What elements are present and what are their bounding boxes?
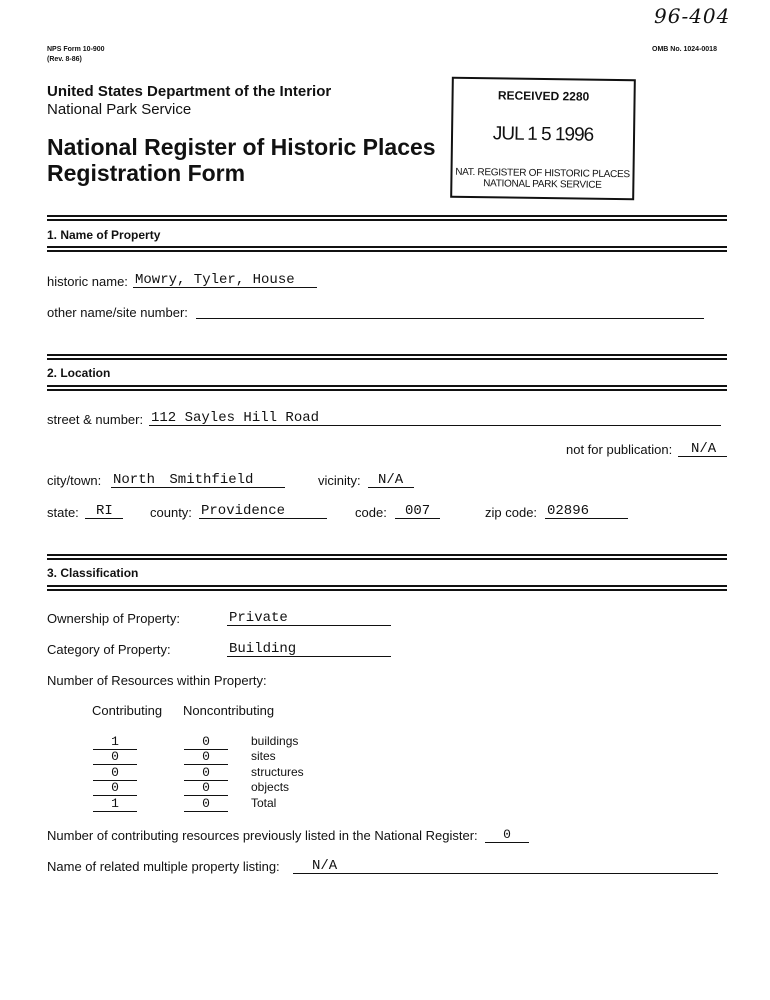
ownership-value: Private <box>229 610 288 626</box>
city-value: North Smithfield <box>113 472 254 488</box>
section-rule <box>47 354 727 360</box>
nfp-label: not for publication: <box>566 442 673 457</box>
resource-noncontributing: 0 <box>184 735 228 750</box>
section3-heading: 3. Classification <box>47 566 139 580</box>
code-value: 007 <box>405 503 431 519</box>
form-number: NPS Form 10-900 <box>47 46 105 53</box>
code-line <box>395 518 440 519</box>
page-title-line1: National Register of Historic Places <box>47 134 436 160</box>
county-value: Providence <box>201 503 286 519</box>
section-rule <box>47 246 727 252</box>
street-line <box>149 425 721 426</box>
received-stamp <box>450 77 636 201</box>
stamp-date: JUL 1 5 1996 <box>492 123 594 146</box>
state-value: RI <box>96 503 113 519</box>
handwritten-reference: 96-404 <box>654 4 731 28</box>
section-rule <box>47 215 727 221</box>
category-value: Building <box>229 641 297 657</box>
resource-type: structures <box>251 765 304 779</box>
resource-contributing: 0 <box>93 781 137 796</box>
city-label: city/town: <box>47 473 102 488</box>
multiple-listing-value: N/A <box>312 858 338 874</box>
street-value: 112 Sayles Hill Road <box>151 410 320 426</box>
vicinity-line <box>368 487 414 488</box>
other-name-line <box>196 318 704 319</box>
zip-line <box>545 518 628 519</box>
section-rule <box>47 554 727 560</box>
historic-name-value: Mowry, Tyler, House <box>135 272 295 288</box>
section2-heading: 2. Location <box>47 366 111 380</box>
state-label: state: <box>47 505 79 520</box>
nfp-line <box>678 456 727 457</box>
resource-contributing: 1 <box>93 735 137 750</box>
vicinity-value: N/A <box>378 472 404 488</box>
county-label: county: <box>150 505 192 520</box>
street-label: street & number: <box>47 412 144 427</box>
form-revision: (Rev. 8-86) <box>47 56 82 63</box>
state-line <box>85 518 123 519</box>
contributing-column-header: Contributing <box>92 703 163 718</box>
page-title-line2: Registration Form <box>47 160 246 186</box>
resource-noncontributing: 0 <box>184 797 228 812</box>
city-line <box>111 487 285 488</box>
section-rule <box>47 585 727 591</box>
resource-type: objects <box>251 780 290 794</box>
department-name: United States Department of the Interior <box>47 83 332 100</box>
stamp-org-line2: NATIONAL PARK SERVICE <box>483 178 602 191</box>
category-line <box>227 656 391 657</box>
resource-contributing: 0 <box>93 766 137 781</box>
resource-noncontributing: 0 <box>184 766 228 781</box>
multiple-listing-line <box>293 873 718 874</box>
ownership-line <box>227 625 391 626</box>
resource-type: Total <box>251 796 277 810</box>
other-name-label: other name/site number: <box>47 305 188 320</box>
prev-listed-label: Number of contributing resources previously listed in the National Register: <box>47 828 478 843</box>
historic-name-line <box>133 287 317 288</box>
resource-contributing: 1 <box>93 797 137 812</box>
resource-type: buildings <box>251 734 299 748</box>
section1-heading: 1. Name of Property <box>47 228 161 242</box>
zip-label: zip code: <box>485 505 538 520</box>
historic-name-label: historic name: <box>47 274 128 289</box>
stamp-received: RECEIVED 2280 <box>497 88 590 104</box>
omb-number: OMB No. 1024-0018 <box>652 46 717 53</box>
service-name: National Park Service <box>47 101 192 118</box>
stamp-org-line1: NAT. REGISTER OF HISTORIC PLACES <box>455 166 630 181</box>
multiple-listing-label: Name of related multiple property listing: <box>47 859 280 874</box>
resource-contributing: 0 <box>93 750 137 765</box>
nfp-value: N/A <box>691 441 717 457</box>
prev-listed-value: 0 <box>485 828 529 843</box>
category-label: Category of Property: <box>47 642 171 657</box>
zip-value: 02896 <box>547 503 590 519</box>
section-rule <box>47 385 727 391</box>
resource-noncontributing: 0 <box>184 750 228 765</box>
resources-label: Number of Resources within Property: <box>47 673 267 688</box>
resource-type: sites <box>251 749 276 763</box>
county-line <box>199 518 327 519</box>
ownership-label: Ownership of Property: <box>47 611 180 626</box>
resource-noncontributing: 0 <box>184 781 228 796</box>
code-label: code: <box>355 505 387 520</box>
noncontributing-column-header: Noncontributing <box>183 703 275 718</box>
vicinity-label: vicinity: <box>318 473 361 488</box>
